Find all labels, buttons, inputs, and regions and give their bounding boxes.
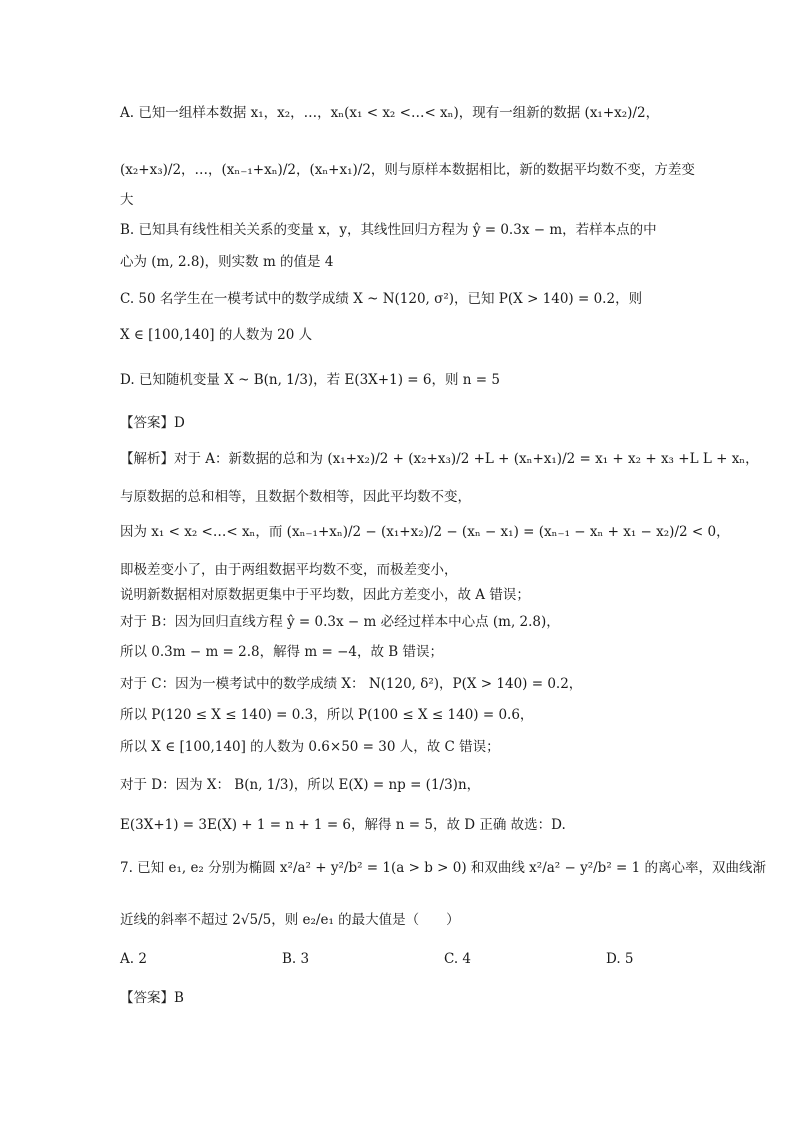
question-7-line-2: 近线的斜率不超过 2√5/5，则 e₂/e₁ 的最大值是（ ） <box>120 912 460 928</box>
option-c-line-2: X ∈ [100,140] 的人数为 20 人 <box>120 327 313 343</box>
analysis-line-1: 【解析】对于 A：新数据的总和为 (x₁+x₂)/2 + (x₂+x₃)/2 +L + (xₙ+x₁)/2 = x₁ + x₂ + x₃ +L L + xₙ， <box>120 451 759 467</box>
analysis-line-7: 所以 0.3m − m = 2.8，解得 m = −4，故 B 错误； <box>120 644 444 660</box>
analysis-line-8: 对于 C：因为一模考试中的数学成绩 X： N(120, δ²)，P(X > 140) = 0.2， <box>120 676 583 692</box>
option-b-line-1: B. 已知具有线性相关关系的变量 x，y，其线性回归方程为 ŷ = 0.3x − m，若样本点的中 <box>120 222 657 238</box>
choice-c: C. 4 <box>444 951 472 967</box>
choice-a: A. 2 <box>120 951 147 967</box>
analysis-line-12: E(3X+1) = 3E(X) + 1 = n + 1 = 6，解得 n = 5，故 D 正确 故选：D. <box>120 817 566 833</box>
option-a-line-2: (x₂+x₃)/2，…，(xₙ₋₁+xₙ)/2，(xₙ+x₁)/2，则与原样本数据相比，新的数据平均数不变，方差变 <box>120 162 695 178</box>
analysis-line-5: 说明新数据相对原数据更集中于平均数，因此方差变小，故 A 错误； <box>120 587 530 603</box>
analysis-line-9: 所以 P(120 ≤ X ≤ 140) = 0.3，所以 P(100 ≤ X ≤ 140) = 0.6， <box>120 707 534 723</box>
choice-d: D. 5 <box>606 951 634 967</box>
answer-label-q7: 【答案】B <box>120 990 184 1006</box>
choice-b: B. 3 <box>282 951 310 967</box>
analysis-line-6: 对于 B：因为回归直线方程 ŷ = 0.3x − m 必经过样本中心点 (m, 2.8)， <box>120 614 560 630</box>
question-7-line-1: 7. 已知 e₁, e₂ 分别为椭圆 x²/a² + y²/b² = 1(a > b > 0) 和双曲线 x²/a² − y²/b² = 1 的离心率，双曲线渐 <box>120 860 767 876</box>
option-a-line-1: A. 已知一组样本数据 x₁，x₂，…，xₙ(x₁ < x₂ <…< xₙ)，现有一组新的数据 (x₁+x₂)/2， <box>120 105 660 121</box>
analysis-line-2: 与原数据的总和相等，且数据个数相等，因此平均数不变， <box>120 489 471 505</box>
option-a-line-3: 大 <box>120 192 134 208</box>
option-c-line-1: C. 50 名学生在一模考试中的数学成绩 X ~ N(120, σ²)，已知 P(X > 140) = 0.2，则 <box>120 291 643 307</box>
analysis-line-4: 即极差变小了，由于两组数据平均数不变，而极差变小， <box>120 562 458 578</box>
analysis-line-11: 对于 D：因为 X： B(n, 1/3)，所以 E(X) = np = (1/3)n， <box>120 777 481 793</box>
answer-label: 【答案】D <box>120 415 185 431</box>
option-b-line-2: 心为 (m, 2.8)，则实数 m 的值是 4 <box>120 254 334 270</box>
analysis-line-10: 所以 X ∈ [100,140] 的人数为 0.6×50 = 30 人，故 C 错误； <box>120 739 500 755</box>
analysis-line-3: 因为 x₁ < x₂ <…< xₙ，而 (xₙ₋₁+xₙ)/2 − (x₁+x₂)/2 − (xₙ − x₁) = (xₙ₋₁ − xₙ + x₁ − x₂)/2 < 0， <box>120 524 730 540</box>
option-d-line: D. 已知随机变量 X ~ B(n, 1/3)，若 E(3X+1) = 6，则 n = 5 <box>120 372 500 388</box>
